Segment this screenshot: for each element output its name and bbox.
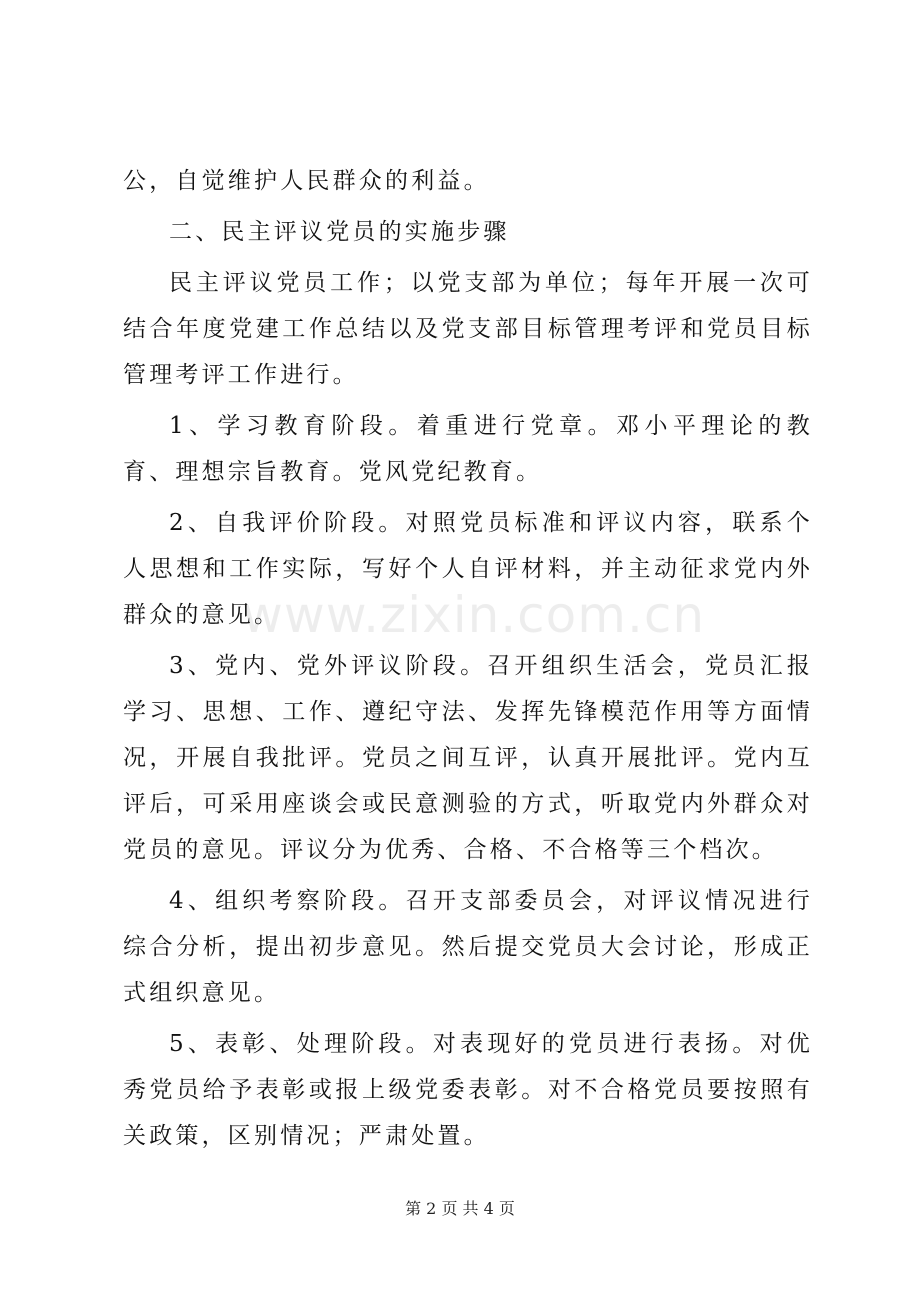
document-body <box>123 158 813 1164</box>
paragraph-intro: 民主评议党员工作；以党支部为单位；每年开展一次可结合年度党建工作总结以及党支部目标管理考评和党员目标管理考评工作进行。 <box>123 270 813 388</box>
watermark: www.zixin.com.cn <box>242 586 706 644</box>
paragraph-step-3: 3、党内、党外评议阶段。召开组织生活会，党员汇报学习、思想、工作、遵纪守法、发挥先锋模范作用等方面情况，开展自我批评。党员之间互评，认真开展批评。党内互评后，可采用座谈会或民意测验的方式，听取党内外群众对党员的意见。评议分为优秀、合格、不合格等三个档次。 <box>123 653 813 863</box>
paragraph-continuation: 公，自觉维护人民群众的利益。 <box>123 168 490 194</box>
paragraph-step-2: 2、自我评价阶段。对照党员标准和评议内容，联系个人思想和工作实际，写好个人自评材料，并主动征求党内外群众的意见。 <box>123 510 813 628</box>
paragraph-step-4: 4、组织考察阶段。召开支部委员会，对评议情况进行综合分析，提出初步意见。然后提交党员大会讨论，形成正式组织意见。 <box>123 888 813 1006</box>
page-footer: 第 2 页 共 4 页 <box>405 1199 515 1218</box>
paragraph-step-5: 5、表彰、处理阶段。对表现好的党员进行表扬。对优秀党员给予表彰或报上级党委表彰。对不合格党员要按照有关政策，区别情况；严肃处置。 <box>123 1031 813 1149</box>
paragraph-step-1: 1、学习教育阶段。着重进行党章。邓小平理论的教育、理想宗旨教育。党风党纪教育。 <box>123 413 813 485</box>
section-heading: 二、民主评议党员的实施步骤 <box>169 219 510 245</box>
